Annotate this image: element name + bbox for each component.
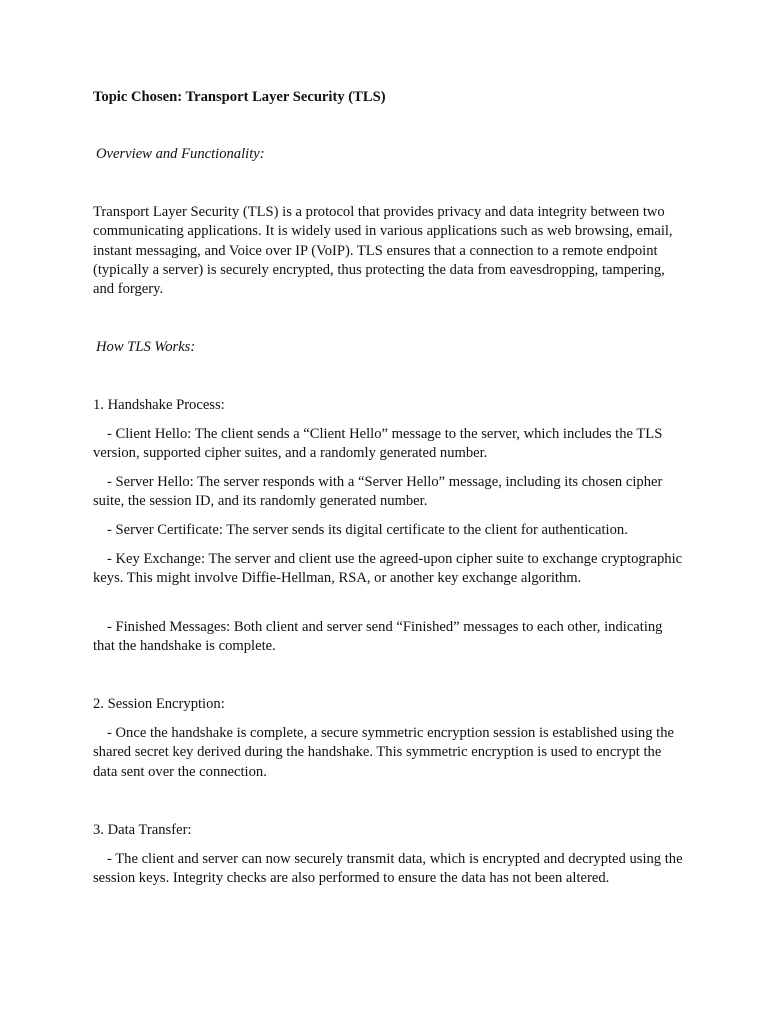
list-item-client-hello: - Client Hello: The client sends a “Client Hello” message to the server, which includes the TLS version, supported cipher suites, and a randomly generated number. [93,426,663,462]
list-item-key-exchange: - Key Exchange: The server and client use the agreed-upon cipher suite to exchange cryptographic keys. This might involve Diffie-Hellman, RSA, or another key exchange algorithm. [93,551,683,587]
how-tls-works-heading: How TLS Works: [96,339,196,355]
overview-heading: Overview and Functionality: [96,146,265,162]
section-heading-session-encryption: 2. Session Encryption: [93,696,225,712]
document-title: Topic Chosen: Transport Layer Security (TLS) [93,89,386,105]
list-item-finished-messages: - Finished Messages: Both client and server send “Finished” messages to each other, indicating that the handshake is complete. [93,619,663,655]
list-item-data-transfer: - The client and server can now securely transmit data, which is encrypted and decrypted using the session keys. Integrity checks are also performed to ensure the data has not been altered. [93,851,683,887]
section-heading-handshake: 1. Handshake Process: [93,397,225,413]
list-item-server-certificate: - Server Certificate: The server sends its digital certificate to the client for authentication. [107,522,628,538]
list-item-server-hello: - Server Hello: The server responds with a “Server Hello” message, including its chosen cipher suite, the session ID, and its randomly generated number. [93,474,663,510]
section-heading-data-transfer: 3. Data Transfer: [93,822,192,838]
intro-paragraph: Transport Layer Security (TLS) is a protocol that provides privacy and data integrity between two communicating applications. It is widely used in various applications such as web browsing, email, instant messaging, and Voice over IP (VoIP). TLS ensures that a connection to a remote endpoint (typically a server) is securely encrypted, thus protecting the data from eavesdropping, tampering, and forgery. [93,204,673,298]
list-item-session-encryption: - Once the handshake is complete, a secure symmetric encryption session is established using the shared secret key derived during the handshake. This symmetric encryption is used to encrypt the data sent over the connection. [93,725,674,780]
